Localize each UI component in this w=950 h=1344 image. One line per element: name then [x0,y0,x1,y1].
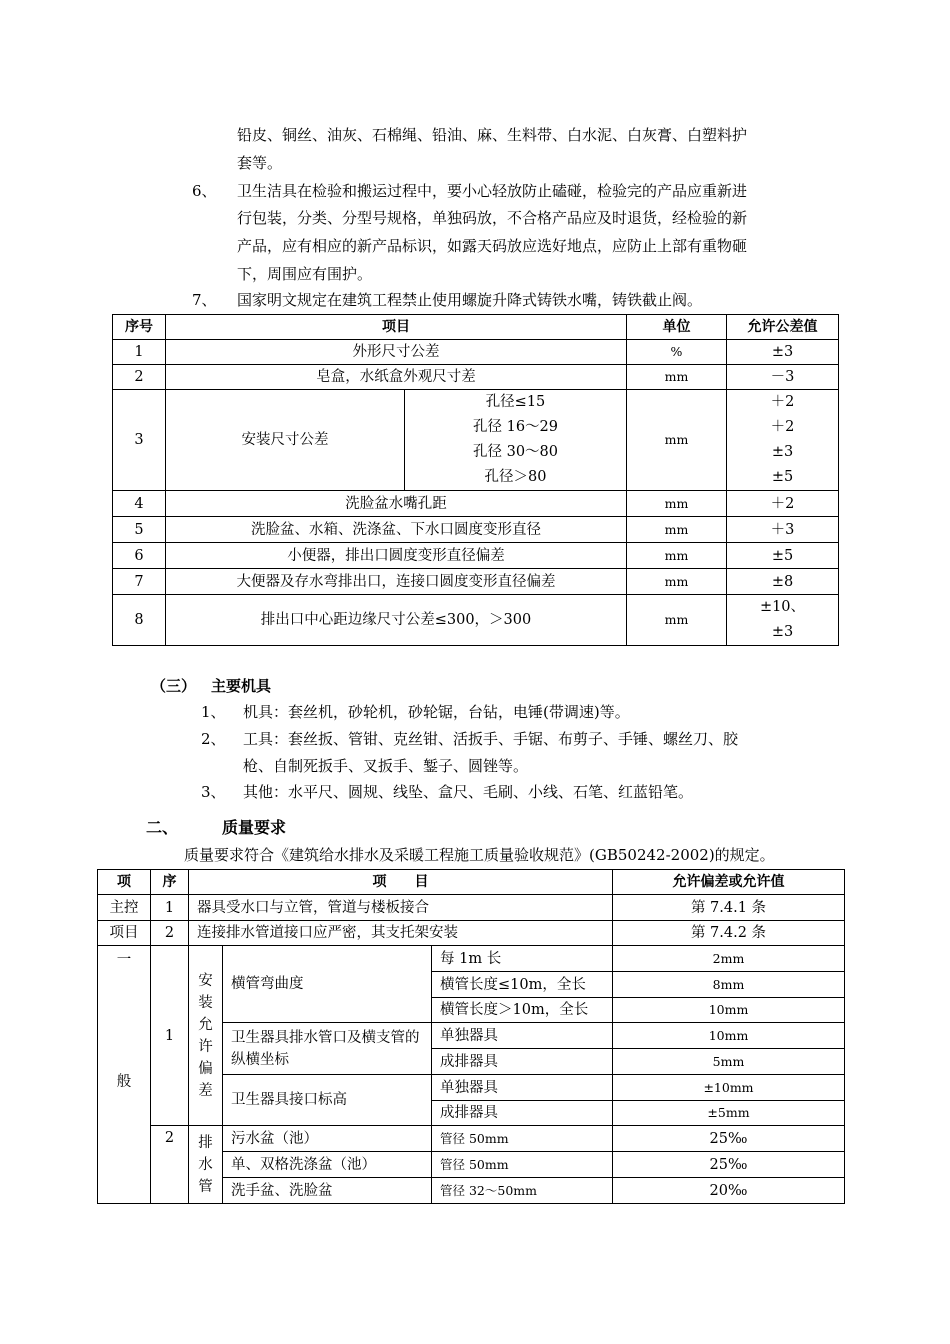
group-no: 1 [151,946,189,1126]
intro-line-5: 产品，应有相应的新产品标识，如露天码放应选好地点，应防止上部有重物砸 [237,237,748,255]
row-no: 7 [113,569,166,595]
row-unit: mm [627,595,727,646]
row-value: ±3 [727,340,839,365]
row-item: 洗脸盆水嘴孔距 [166,491,627,517]
header-unit: 单位 [627,315,727,340]
row-values [727,595,839,646]
row-no: 6 [113,543,166,569]
subitem: 孔径 16～29 [472,419,558,435]
subvalue: ±10、 [759,599,806,615]
row-item: 器具受水口与立管，管道与楼板接合 [189,895,613,921]
table-row [113,569,839,595]
subvalue: ＋2 [770,394,795,410]
row-no: 5 [113,517,166,543]
row-no: 1 [113,340,166,365]
table-row [113,543,839,569]
category-char: 水 [198,1156,213,1173]
row-unit: mm [627,491,727,517]
item-condition: 单独器具 [432,1023,613,1049]
general-label-top: 一 [116,952,132,968]
header-item: 项 目 [189,870,613,895]
item-value: 8mm [613,972,845,998]
table-row [98,921,845,946]
row-unit: mm [627,365,727,390]
row-value: ±5 [727,543,839,569]
item-condition: 管径 50mm [432,1126,613,1152]
subitem: 孔径≤15 [485,394,546,410]
item-value: 2mm [613,946,845,972]
row-item: 皂盒，水纸盒外观尺寸差 [166,365,627,390]
item-name: 单、双格洗涤盆（池） [223,1152,432,1178]
tools-number-1: 1、 [201,703,226,721]
item-condition: 每 1m 长 [432,946,613,972]
item-value: 10mm [613,998,845,1023]
row-item: 安装尺寸公差 [166,390,405,491]
main-control-label: 项目 [98,921,151,946]
subvalue: ±3 [771,444,794,460]
item-value: 20‰ [613,1178,845,1204]
tools-item-2: 工具：套丝扳、管钳、克丝钳、活扳手、手锯、布剪子、手锤、螺丝刀、胶 [243,730,739,748]
row-item: 小便器，排出口圆度变形直径偏差 [166,543,627,569]
item-name: 洗手盆、洗脸盆 [223,1178,432,1204]
item-condition: 横管长度≤10m，全长 [432,972,613,998]
general-label [98,946,151,1204]
table-header-row [98,870,845,895]
table-row [98,946,845,972]
main-control-label: 主控 [98,895,151,921]
item-value: ±5mm [613,1101,845,1126]
header-no: 序 [151,870,189,895]
item-condition: 管径 50mm [432,1152,613,1178]
group-category [189,1126,223,1204]
intro-line-3: 卫生洁具在检验和搬运过程中，要小心轻放防止磕碰，检验完的产品应重新进 [237,182,748,200]
subvalue: ±5 [771,469,794,485]
intro-line-4: 行包装，分类、分型号规格，单独码放，不合格产品应及时退货，经检验的新 [237,209,748,227]
intro-line-7: 国家明文规定在建筑工程禁止使用螺旋升降式铸铁水嘴，铸铁截止阀。 [237,291,703,309]
quality-heading: 质量要求 [222,818,287,837]
item-value: ±10mm [613,1075,845,1101]
row-no: 4 [113,491,166,517]
table-row [113,491,839,517]
item-condition: 成排器具 [432,1101,613,1126]
row-unit: % [627,340,727,365]
intro-line-2: 套等。 [237,154,283,172]
item-name: 污水盆（池） [223,1126,432,1152]
item-condition: 横管长度＞10m，全长 [432,998,613,1023]
tolerance-table [112,314,839,646]
row-no: 8 [113,595,166,646]
subvalue: ＋2 [770,419,795,435]
subitem: 孔径＞80 [484,469,547,485]
table-row [113,390,839,491]
quality-intro: 质量要求符合《建筑给水排水及采暖工程施工质量验收规范》(GB50242-2002)的规定。 [184,846,775,864]
list-number-7: 7、 [192,291,217,309]
row-no: 1 [151,895,189,921]
header-category: 项 [98,870,151,895]
item-condition: 成排器具 [432,1049,613,1075]
row-unit: mm [627,390,727,491]
group-category [189,946,223,1126]
row-subitems [405,390,627,491]
intro-line-1: 铅皮、铜丝、油灰、石棉绳、铅油、麻、生料带、白水泥、白灰膏、白塑料护 [237,126,748,144]
general-label-bottom: 般 [116,1074,132,1090]
row-item: 连接排水管道接口应严密，其支托架安装 [189,921,613,946]
row-item: 大便器及存水弯排出口，连接口圆度变形直径偏差 [166,569,627,595]
subvalue: ±3 [771,624,794,640]
list-number-6: 6、 [192,182,217,200]
category-char: 管 [198,1178,213,1195]
category-char: 允 [198,1016,213,1033]
row-unit: mm [627,517,727,543]
row-value: ＋3 [727,517,839,543]
table-row [113,365,839,390]
row-no: 2 [113,365,166,390]
row-value: 第 7.4.1 条 [613,895,845,921]
row-value: －3 [727,365,839,390]
item-name: 卫生器具接口标高 [223,1075,432,1126]
row-values [727,390,839,491]
category-char: 差 [198,1082,213,1099]
tools-number-3: 3、 [201,783,226,801]
table-row [113,517,839,543]
intro-line-6: 下，周围应有围护。 [237,265,373,283]
header-value: 允许公差值 [727,315,839,340]
group-no: 2 [151,1126,189,1204]
row-unit: mm [627,543,727,569]
row-unit: mm [627,569,727,595]
table-row [113,340,839,365]
category-char: 装 [198,994,213,1011]
item-value: 10mm [613,1023,845,1049]
item-name: 横管弯曲度 [223,946,432,1023]
tools-item-2-cont: 枪、自制死扳手、叉扳手、錾子、圆锉等。 [243,757,529,775]
header-no: 序号 [113,315,166,340]
category-char: 排 [198,1134,213,1151]
row-value: ＋2 [727,491,839,517]
item-value: 25‰ [613,1152,845,1178]
item-value: 5mm [613,1049,845,1075]
row-item: 外形尺寸公差 [166,340,627,365]
table-header-row [113,315,839,340]
table-row [98,1126,845,1152]
quality-table [97,869,845,1204]
tools-heading-number: （三） [151,677,197,695]
category-char: 安 [198,972,213,989]
row-item: 洗脸盆、水箱、洗涤盆、下水口圆度变形直径 [166,517,627,543]
item-condition: 单独器具 [432,1075,613,1101]
quality-heading-number: 二、 [146,818,179,837]
row-value: ±8 [727,569,839,595]
tools-heading: 主要机具 [211,677,272,695]
category-char: 许 [198,1038,213,1055]
table-row [98,895,845,921]
subitem: 孔径 30～80 [472,444,558,460]
item-value: 25‰ [613,1126,845,1152]
row-value: 第 7.4.2 条 [613,921,845,946]
tools-item-3: 其他：水平尺、圆规、线坠、盒尺、毛刷、小线、石笔、红蓝铅笔。 [243,783,694,801]
header-value: 允许偏差或允许值 [613,870,845,895]
table-row [113,595,839,646]
item-name: 卫生器具排水管口及横支管的纵横坐标 [223,1023,432,1075]
row-no: 3 [113,390,166,491]
item-condition: 管径 32～50mm [432,1178,613,1204]
category-char: 偏 [198,1060,213,1077]
tools-item-1: 机具：套丝机，砂轮机，砂轮锯，台钻，电锤(带调速)等。 [243,703,630,721]
tools-number-2: 2、 [201,730,226,748]
row-no: 2 [151,921,189,946]
header-item: 项目 [166,315,627,340]
row-item: 排出口中心距边缘尺寸公差≤300，＞300 [166,595,627,646]
